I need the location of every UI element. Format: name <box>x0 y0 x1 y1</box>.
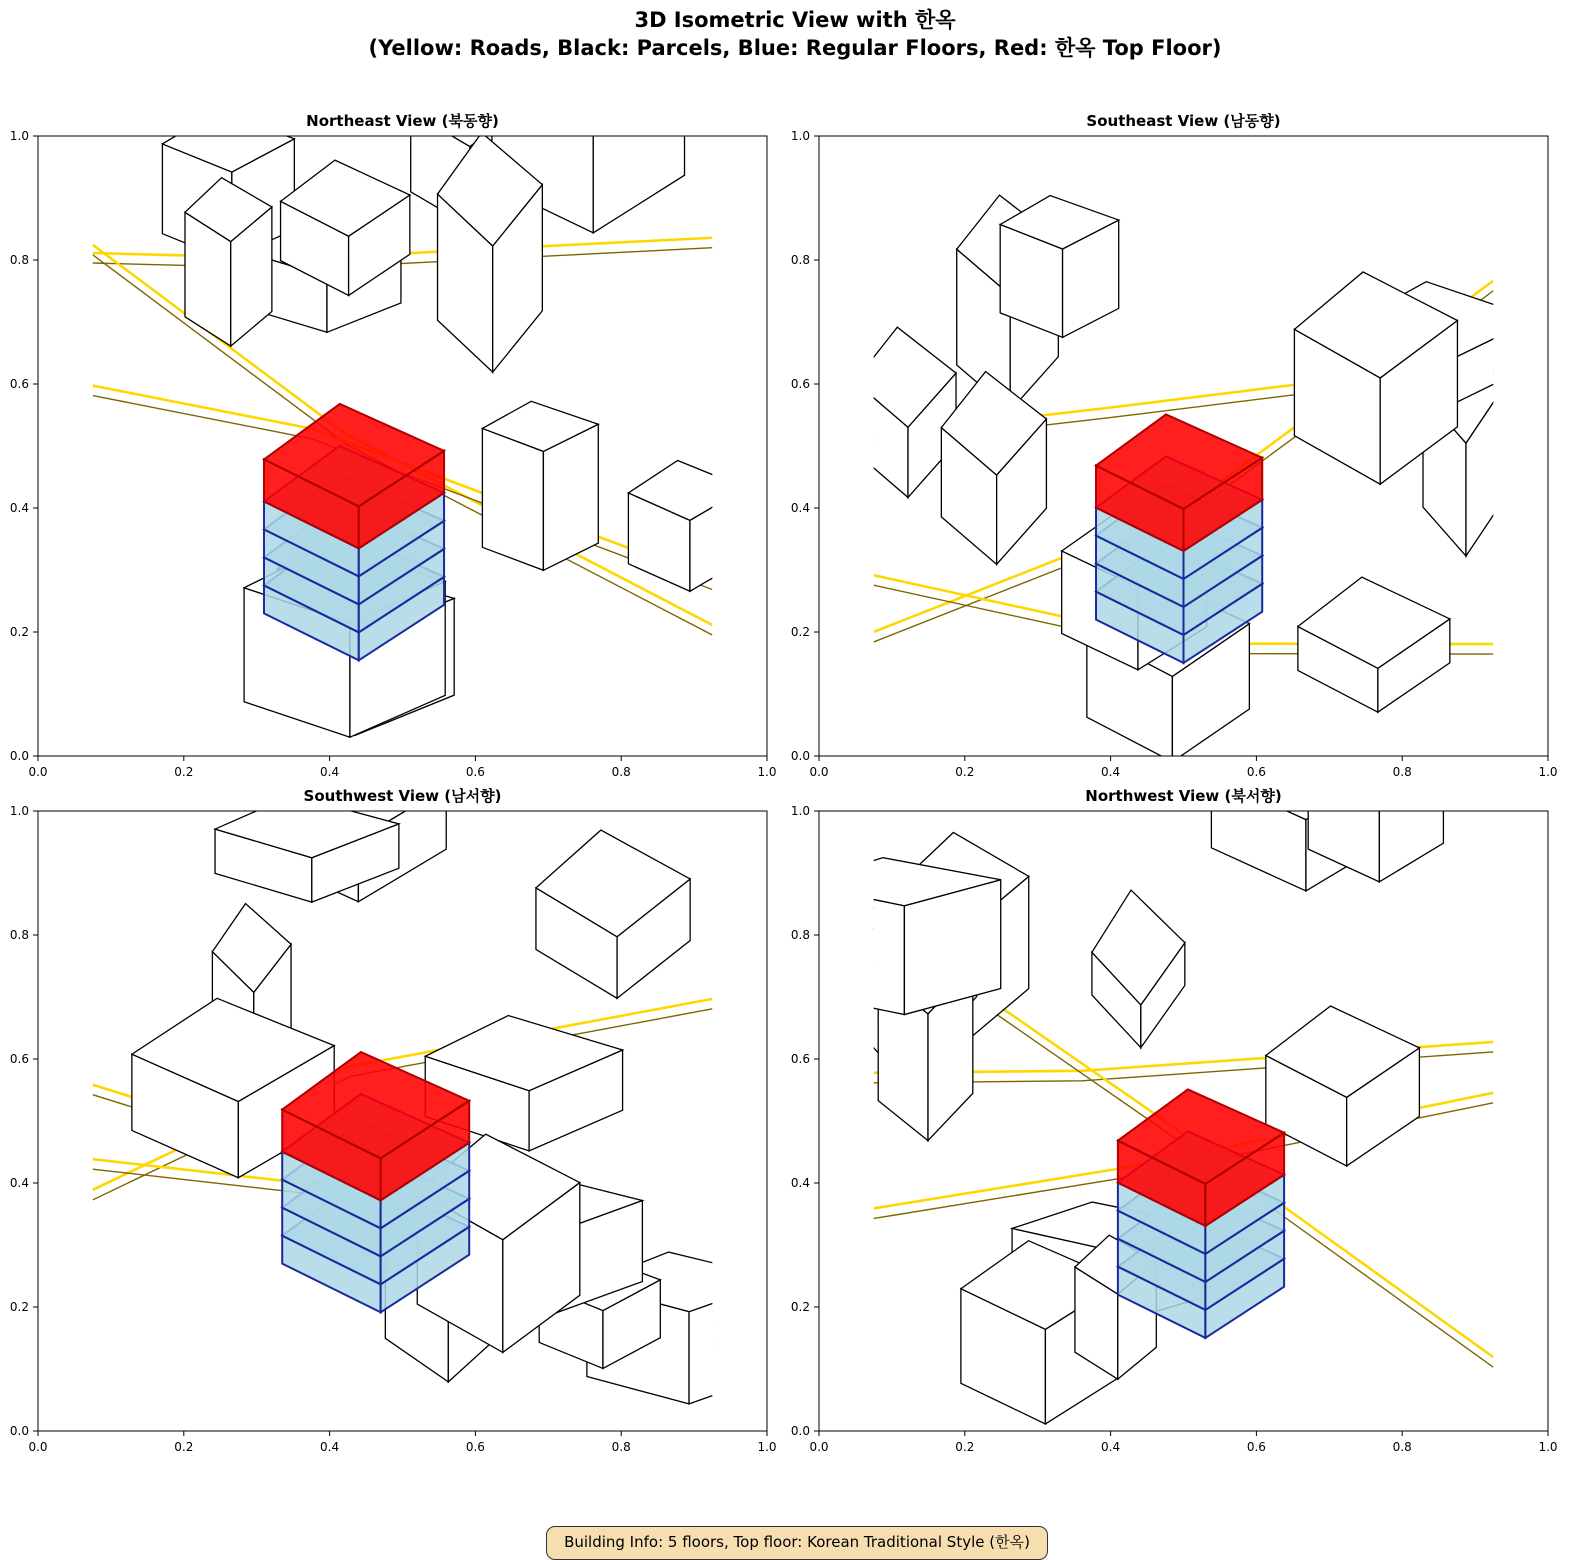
x-tick-label: 1.0 <box>757 765 777 779</box>
y-tick-label: 0.8 <box>9 928 29 942</box>
figure-title: 3D Isometric View with 한옥 <box>634 8 956 32</box>
plot-area <box>93 24 746 756</box>
x-tick-label: 0.2 <box>174 1440 194 1454</box>
x-tick-label: 0.4 <box>1101 765 1121 779</box>
parcel-building-face-top <box>411 71 524 147</box>
y-tick-label: 0.0 <box>9 1424 29 1438</box>
y-tick-label: 0.6 <box>9 1052 29 1066</box>
panel-northeast <box>0 100 790 880</box>
y-tick-label: 0.8 <box>790 253 810 267</box>
x-tick-label: 0.6 <box>465 765 485 779</box>
x-tick-label: 0.8 <box>1392 1440 1412 1454</box>
y-tick-label: 0.2 <box>790 1300 810 1314</box>
plot-area <box>797 714 1493 1431</box>
x-tick-label: 0.6 <box>465 1440 485 1454</box>
panel-southwest <box>0 775 790 1555</box>
building-info-box: Building Info: 5 floors, Top floor: Korean Traditional Style (한옥) <box>546 1526 1048 1560</box>
y-tick-label: 0.0 <box>9 749 29 763</box>
panel-title: Southeast View (남동향) <box>1086 112 1281 130</box>
y-tick-label: 1.0 <box>790 804 810 818</box>
y-tick-label: 0.4 <box>9 501 29 515</box>
x-tick-label: 0.0 <box>809 765 829 779</box>
y-tick-label: 0.4 <box>790 501 810 515</box>
parcel-building <box>1000 196 1119 338</box>
parcel-building <box>482 401 598 570</box>
y-tick-label: 0.4 <box>9 1176 29 1190</box>
y-tick-label: 0.8 <box>9 253 29 267</box>
x-tick-label: 0.0 <box>809 1440 829 1454</box>
parcel-building-face-left <box>482 428 543 570</box>
panel-title: Southwest View (남서향) <box>303 787 502 805</box>
x-tick-label: 0.2 <box>955 765 975 779</box>
x-tick-label: 0.6 <box>1246 765 1266 779</box>
y-tick-label: 0.6 <box>790 1052 810 1066</box>
y-tick-label: 1.0 <box>9 804 29 818</box>
x-tick-label: 1.0 <box>1538 1440 1558 1454</box>
x-tick-label: 0.8 <box>611 1440 631 1454</box>
x-tick-label: 0.2 <box>955 1440 975 1454</box>
y-tick-label: 0.2 <box>9 1300 29 1314</box>
panel-title: Northeast View (북동향) <box>306 112 499 130</box>
parcel-building <box>185 178 272 346</box>
y-tick-label: 0.2 <box>790 625 810 639</box>
y-tick-label: 1.0 <box>790 129 810 143</box>
x-tick-label: 0.4 <box>320 765 340 779</box>
plot-area <box>93 742 781 1431</box>
x-tick-label: 0.4 <box>320 1440 340 1454</box>
y-tick-label: 0.0 <box>790 1424 810 1438</box>
figure-subtitle: (Yellow: Roads, Black: Parcels, Blue: Regular Floors, Red: 한옥 Top Floor) <box>368 36 1222 60</box>
x-tick-label: 1.0 <box>757 1440 777 1454</box>
panel-southeast <box>781 100 1571 880</box>
y-tick-label: 0.0 <box>790 749 810 763</box>
y-tick-label: 0.6 <box>790 377 810 391</box>
x-tick-label: 0.8 <box>611 765 631 779</box>
y-tick-label: 0.8 <box>790 928 810 942</box>
y-tick-label: 0.4 <box>790 1176 810 1190</box>
panel-title: Northwest View (북서향) <box>1085 787 1282 805</box>
x-tick-label: 0.0 <box>28 1440 48 1454</box>
x-tick-label: 0.4 <box>1101 1440 1121 1454</box>
x-tick-label: 0.0 <box>28 765 48 779</box>
x-tick-label: 0.6 <box>1246 1440 1266 1454</box>
plot-area <box>855 136 1536 762</box>
x-tick-label: 0.8 <box>1392 765 1412 779</box>
x-tick-label: 1.0 <box>1538 765 1558 779</box>
x-tick-label: 0.2 <box>174 765 194 779</box>
parcel-building-face-left <box>797 884 904 1015</box>
y-tick-label: 1.0 <box>9 129 29 143</box>
y-tick-label: 0.2 <box>9 625 29 639</box>
panel-northwest <box>781 775 1571 1555</box>
y-tick-label: 0.6 <box>9 377 29 391</box>
parcel-building <box>797 858 1000 1015</box>
